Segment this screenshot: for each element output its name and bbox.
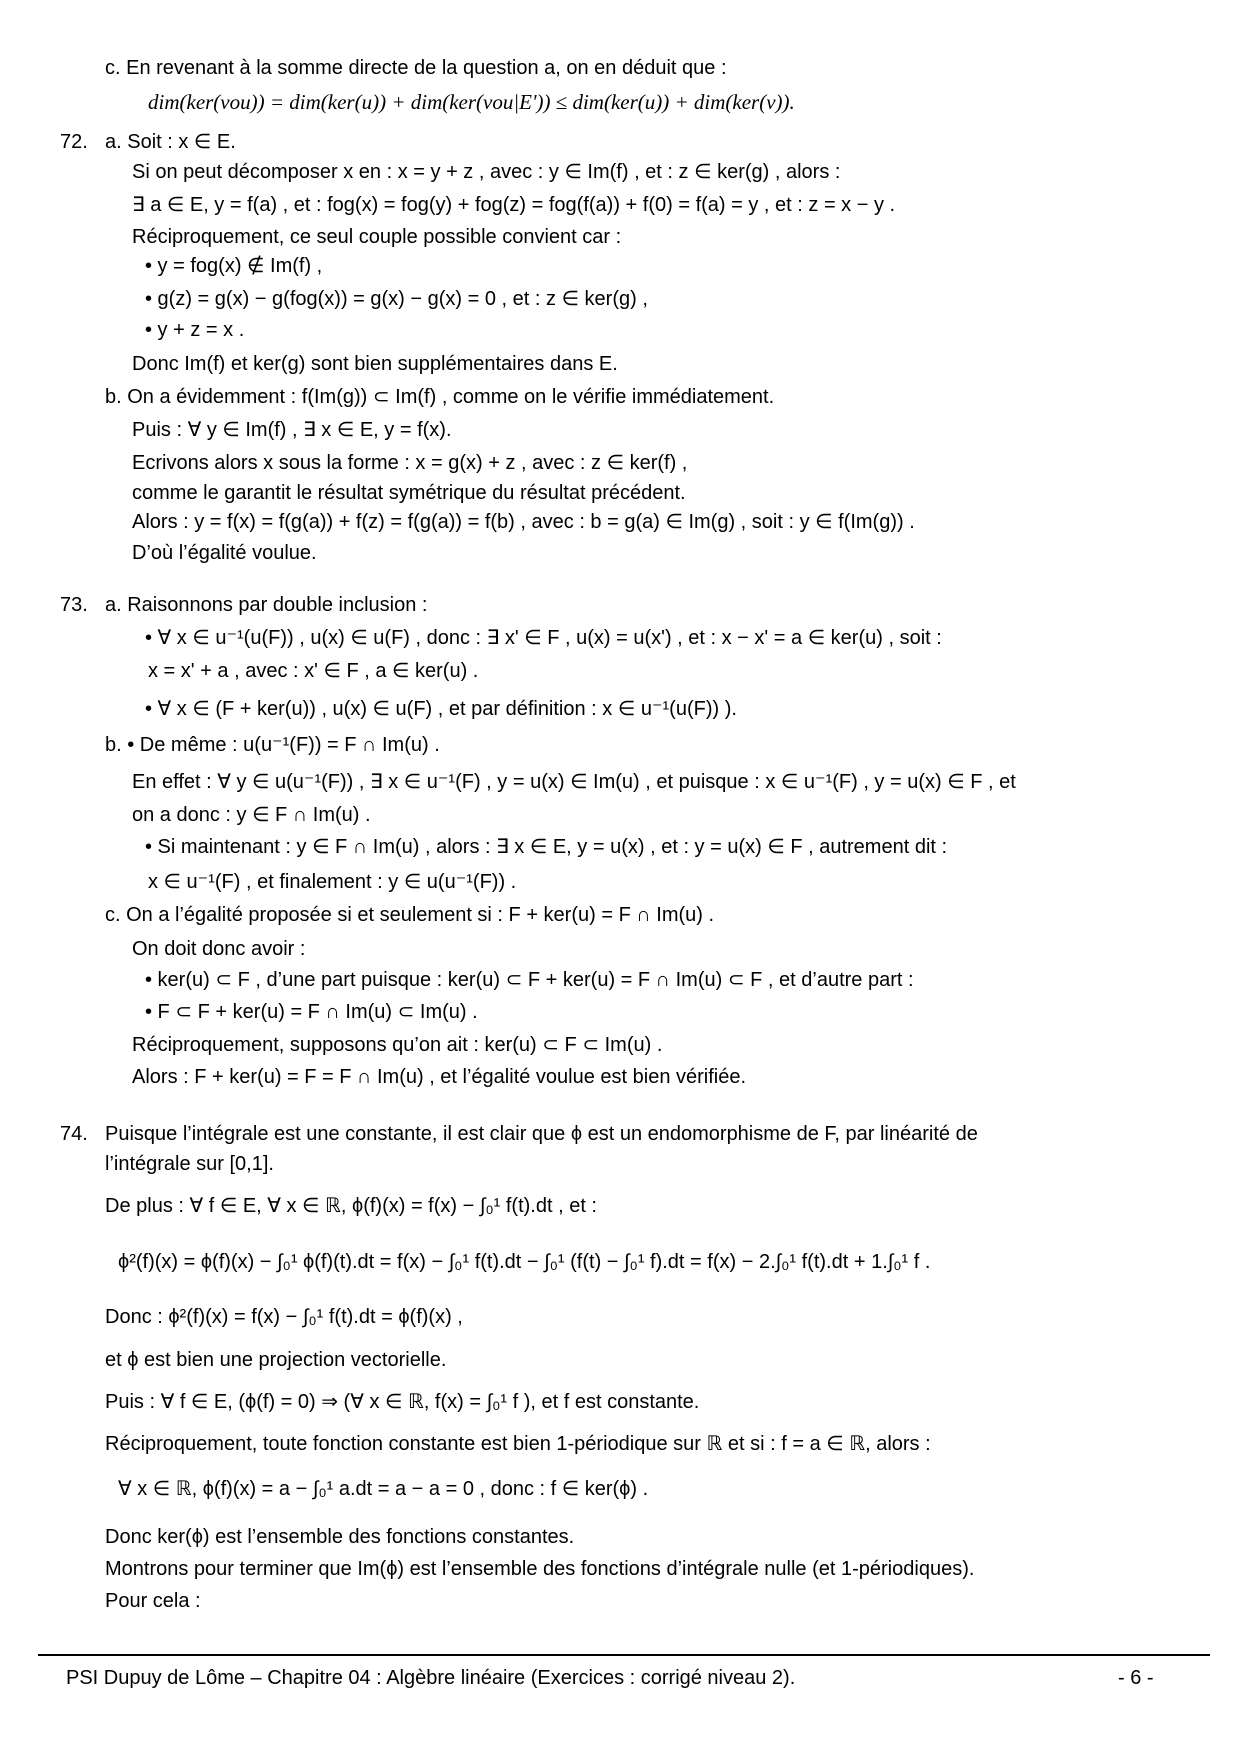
text-line: a. Soit : x ∈ E. bbox=[105, 131, 236, 153]
text-line: Si on peut décomposer x en : x = y + z , avec : y ∈ Im(f) , et : z ∈ ker(g) , alors : bbox=[132, 161, 841, 183]
text-line: Donc : ϕ²(f)(x) = f(x) − ∫₀¹ f(t).dt = ϕ(f)(x) , bbox=[105, 1306, 463, 1328]
text-line: De plus : ∀ f ∈ E, ∀ x ∈ ℝ, ϕ(f)(x) = f(x) − ∫₀¹ f(t).dt , et : bbox=[105, 1195, 597, 1217]
text-line: Puisque l’intégrale est une constante, il est clair que ϕ est un endomorphisme de F, par linéarité de bbox=[105, 1123, 978, 1145]
text-line: a. Raisonnons par double inclusion : bbox=[105, 594, 428, 616]
text-line: on a donc : y ∈ F ∩ Im(u) . bbox=[132, 804, 371, 826]
text-line: et ϕ est bien une projection vectorielle. bbox=[105, 1349, 447, 1371]
exercise-number: 74. bbox=[60, 1123, 88, 1145]
text-line: x ∈ u⁻¹(F) , et finalement : y ∈ u(u⁻¹(F)) . bbox=[148, 871, 517, 893]
text-line: On doit donc avoir : bbox=[132, 938, 306, 960]
text-line: • ∀ x ∈ u⁻¹(u(F)) , u(x) ∈ u(F) , donc : ∃ x' ∈ F , u(x) = u(x') , et : x − x' = a ∈ ker(u) , soit : bbox=[145, 627, 942, 649]
text-line: Puis : ∀ y ∈ Im(f) , ∃ x ∈ E, y = f(x). bbox=[132, 419, 452, 441]
text-line: Donc Im(f) et ker(g) sont bien supplémentaires dans E. bbox=[132, 353, 618, 375]
text-line: Réciproquement, ce seul couple possible convient car : bbox=[132, 226, 622, 248]
text-line: Alors : y = f(x) = f(g(a)) + f(z) = f(g(a)) = f(b) , avec : b = g(a) ∈ Im(g) , soit : y ∈ f(Im(g)) . bbox=[132, 511, 915, 533]
text-line: c. On a l’égalité proposée si et seulement si : F + ker(u) = F ∩ Im(u) . bbox=[105, 904, 715, 926]
text-line: b. • De même : u(u⁻¹(F)) = F ∩ Im(u) . bbox=[105, 734, 440, 756]
text-line: Puis : ∀ f ∈ E, (ϕ(f) = 0) ⇒ (∀ x ∈ ℝ, f(x) = ∫₀¹ f ), et f est constante. bbox=[105, 1391, 700, 1413]
footer-divider bbox=[38, 1654, 1210, 1656]
text-line: • y + z = x . bbox=[145, 319, 245, 341]
text-line: • y = fog(x) ∉ Im(f) , bbox=[145, 255, 323, 277]
text-line: Pour cela : bbox=[105, 1590, 201, 1612]
text-line: ∃ a ∈ E, y = f(a) , et : fog(x) = fog(y) + fog(z) = fog(f(a)) + f(0) = f(a) = y , et : z = x − y . bbox=[132, 194, 896, 216]
text-line: Alors : F + ker(u) = F = F ∩ Im(u) , et l’égalité voulue est bien vérifiée. bbox=[132, 1066, 747, 1088]
text-line: Montrons pour terminer que Im(ϕ) est l’ensemble des fonctions d’intégrale nulle (et 1-périodiques). bbox=[105, 1558, 975, 1580]
exercise-number: 72. bbox=[60, 131, 88, 153]
text-line: ϕ²(f)(x) = ϕ(f)(x) − ∫₀¹ ϕ(f)(t).dt = f(x) − ∫₀¹ f(t).dt − ∫₀¹ (f(t) − ∫₀¹ f).dt = f(x) − 2.∫₀¹ f(t).dt + 1.∫₀¹ f . bbox=[118, 1251, 931, 1273]
text-line: Réciproquement, toute fonction constante est bien 1-périodique sur ℝ et si : f = a ∈ ℝ, alors : bbox=[105, 1433, 931, 1455]
footer-title: PSI Dupuy de Lôme – Chapitre 04 : Algèbre linéaire (Exercices : corrigé niveau 2). bbox=[66, 1667, 796, 1689]
text-line: b. On a évidemment : f(Im(g)) ⊂ Im(f) , comme on le vérifie immédiatement. bbox=[105, 386, 775, 408]
text-line: D’où l’égalité voulue. bbox=[132, 542, 317, 564]
page-number: - 6 - bbox=[1118, 1667, 1154, 1689]
text-line: ∀ x ∈ ℝ, ϕ(f)(x) = a − ∫₀¹ a.dt = a − a = 0 , donc : f ∈ ker(ϕ) . bbox=[118, 1478, 649, 1500]
text-line: dim(ker(vou)) = dim(ker(u)) + dim(ker(vou|E')) ≤ dim(ker(u)) + dim(ker(v)). bbox=[148, 90, 795, 114]
text-line: Ecrivons alors x sous la forme : x = g(x) + z , avec : z ∈ ker(f) , bbox=[132, 452, 688, 474]
exercise-number: 73. bbox=[60, 594, 88, 616]
text-line: • ker(u) ⊂ F , d’une part puisque : ker(u) ⊂ F + ker(u) = F ∩ Im(u) ⊂ F , et d’autre part : bbox=[145, 969, 914, 991]
text-line: • F ⊂ F + ker(u) = F ∩ Im(u) ⊂ Im(u) . bbox=[145, 1001, 478, 1023]
text-line: Donc ker(ϕ) est l’ensemble des fonctions constantes. bbox=[105, 1526, 575, 1548]
text-line: comme le garantit le résultat symétrique du résultat précédent. bbox=[132, 482, 686, 504]
text-line: l’intégrale sur [0,1]. bbox=[105, 1153, 274, 1175]
text-line: • g(z) = g(x) − g(fog(x)) = g(x) − g(x) = 0 , et : z ∈ ker(g) , bbox=[145, 288, 648, 310]
text-line: Réciproquement, supposons qu’on ait : ker(u) ⊂ F ⊂ Im(u) . bbox=[132, 1034, 663, 1056]
text-line: x = x' + a , avec : x' ∈ F , a ∈ ker(u) . bbox=[148, 660, 479, 682]
text-line: • Si maintenant : y ∈ F ∩ Im(u) , alors : ∃ x ∈ E, y = u(x) , et : y = u(x) ∈ F , autrement dit : bbox=[145, 836, 948, 858]
text-line: c. En revenant à la somme directe de la question a, on en déduit que : bbox=[105, 57, 727, 79]
text-line: En effet : ∀ y ∈ u(u⁻¹(F)) , ∃ x ∈ u⁻¹(F) , y = u(x) ∈ Im(u) , et puisque : x ∈ u⁻¹(F) , y = u(x) ∈ F , et bbox=[132, 771, 1016, 793]
text-line: • ∀ x ∈ (F + ker(u)) , u(x) ∈ u(F) , et par définition : x ∈ u⁻¹(u(F)) ). bbox=[145, 698, 737, 720]
